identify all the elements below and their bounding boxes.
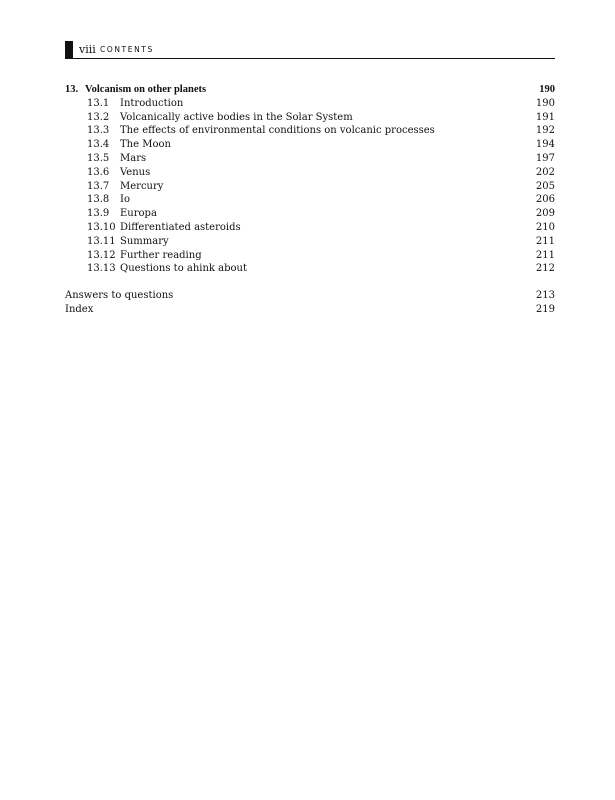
toc-section-row[interactable] [65, 249, 555, 263]
section-number: 13.1 [87, 97, 110, 109]
toc-section-row[interactable] [65, 180, 555, 194]
back-matter-list [65, 289, 555, 317]
section-number: 13.4 [87, 139, 110, 151]
back-matter-page: 213 [535, 290, 555, 301]
back-matter-title: Index [65, 303, 94, 315]
toc-section-row[interactable] [65, 111, 555, 125]
toc-section-row[interactable] [65, 221, 555, 235]
chapter-number: 13. [65, 84, 79, 95]
toc-section-row[interactable] [65, 97, 555, 111]
table-of-contents [65, 83, 555, 276]
toc-section-row[interactable] [65, 262, 555, 276]
toc-back-matter-row[interactable] [65, 303, 555, 317]
section-title: The effects of environmental conditions on volcanic processes [120, 125, 435, 137]
section-page: 192 [535, 125, 555, 137]
toc-section-row[interactable] [65, 152, 555, 166]
section-title: Io [120, 194, 130, 206]
section-page: 194 [535, 139, 555, 151]
section-page: 212 [535, 263, 555, 275]
section-page: 205 [535, 180, 555, 192]
section-number: 13.3 [87, 125, 110, 137]
section-page: 197 [535, 152, 555, 164]
running-header [65, 41, 555, 59]
toc-section-row[interactable] [65, 207, 555, 221]
header-marker [65, 41, 73, 58]
section-title: Questions to ahink about [120, 263, 248, 275]
back-matter-page: 219 [535, 303, 555, 315]
section-page: 209 [535, 208, 555, 220]
section-page: 211 [535, 235, 555, 247]
toc-section-row[interactable] [65, 124, 555, 138]
section-title: Differentiated asteroids [120, 221, 241, 233]
section-title: Mercury [120, 180, 164, 192]
section-page: 211 [535, 249, 555, 261]
header-title: CONTENTS [100, 45, 154, 54]
section-page: 191 [535, 111, 555, 123]
section-title: Further reading [120, 249, 202, 261]
section-page: 202 [535, 166, 555, 178]
toc-section-row[interactable] [65, 235, 555, 249]
section-title: Volcanically active bodies in the Solar System [120, 111, 353, 123]
section-title: The Moon [120, 139, 171, 151]
section-number: 13.5 [87, 152, 110, 164]
toc-chapter-row[interactable] [65, 83, 555, 97]
section-number: 13.6 [87, 166, 110, 178]
section-number: 13.12 [87, 249, 116, 261]
chapter-page: 190 [539, 84, 555, 95]
section-number: 13.13 [87, 263, 116, 275]
toc-back-matter-row[interactable] [65, 289, 555, 303]
section-number: 13.9 [87, 208, 110, 220]
section-page: 206 [535, 194, 555, 206]
section-title: Summary [120, 235, 169, 247]
section-page: 190 [535, 97, 555, 109]
header-page-number: viii [79, 43, 96, 56]
toc-section-row[interactable] [65, 193, 555, 207]
section-page: 210 [535, 221, 555, 233]
section-number: 13.2 [87, 111, 110, 123]
toc-section-row[interactable] [65, 166, 555, 180]
section-title: Mars [120, 152, 147, 164]
chapter-title: Volcanism on other planets [85, 84, 207, 95]
section-title: Introduction [120, 97, 184, 109]
section-title: Venus [120, 166, 151, 178]
section-number: 13.8 [87, 194, 110, 206]
section-number: 13.10 [87, 221, 116, 233]
section-number: 13.7 [87, 180, 110, 192]
back-matter-title: Answers to questions [65, 290, 174, 301]
toc-section-row[interactable] [65, 138, 555, 152]
section-title: Europa [120, 208, 157, 220]
section-number: 13.11 [87, 235, 116, 247]
